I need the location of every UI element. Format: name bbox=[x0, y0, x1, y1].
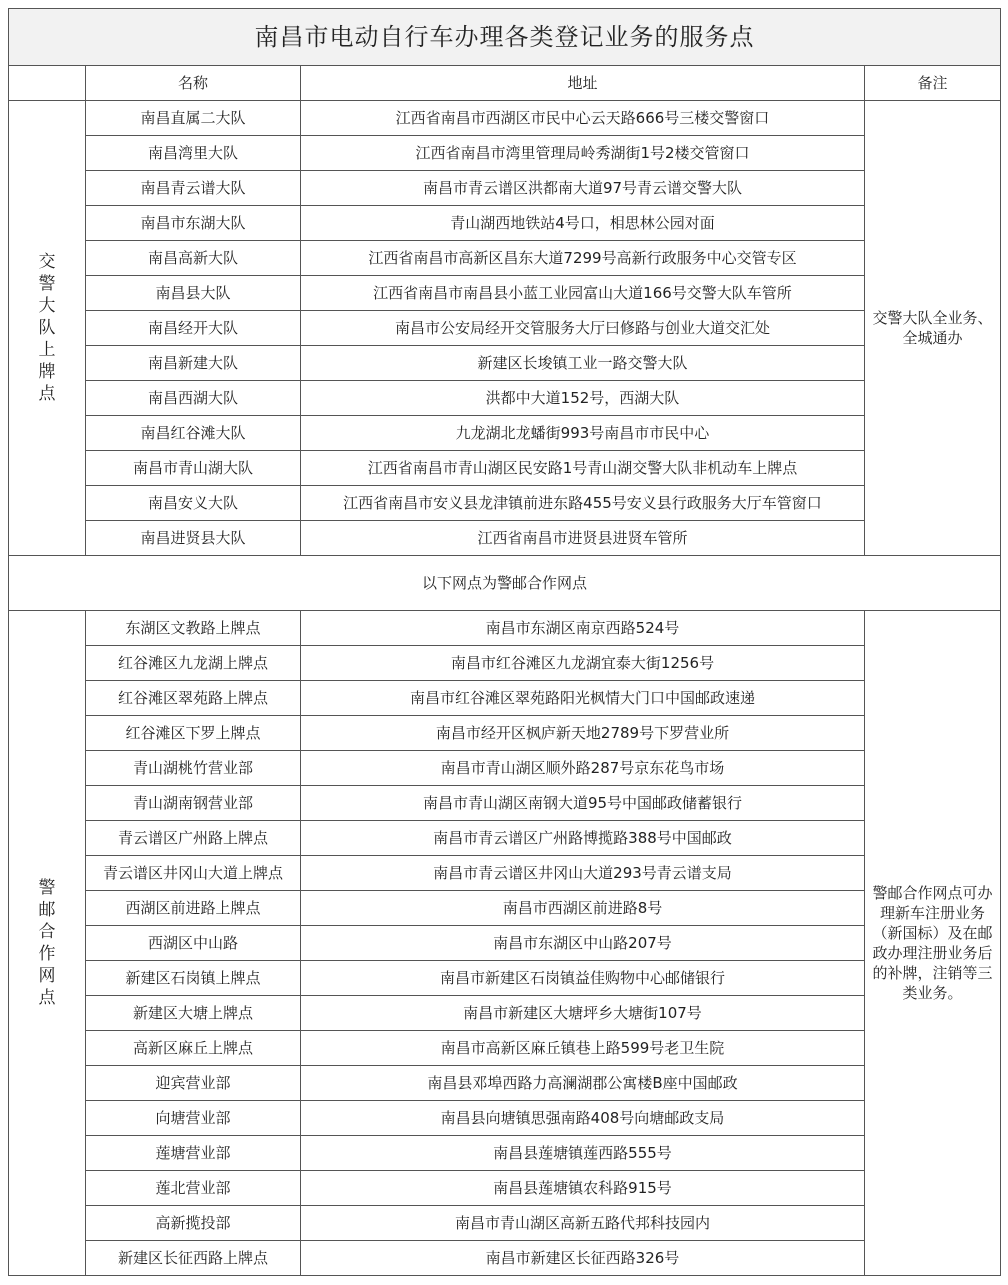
row-name: 南昌直属二大队 bbox=[86, 101, 301, 136]
row-address: 南昌县莲塘镇莲西路555号 bbox=[301, 1136, 865, 1171]
row-address: 南昌市青山湖区南钢大道95号中国邮政储蓄银行 bbox=[301, 786, 865, 821]
row-address: 青山湖西地铁站4号口，相思林公园对面 bbox=[301, 206, 865, 241]
row-address: 江西省南昌市进贤县进贤车管所 bbox=[301, 521, 865, 556]
table-row bbox=[9, 416, 1001, 451]
table-row bbox=[9, 1136, 1001, 1171]
row-address: 江西省南昌市湾里管理局岭秀湖街1号2楼交管窗口 bbox=[301, 136, 865, 171]
row-name: 南昌市东湖大队 bbox=[86, 206, 301, 241]
row-name: 东湖区文教路上牌点 bbox=[86, 611, 301, 646]
table-row bbox=[9, 1241, 1001, 1276]
service-points-table bbox=[8, 8, 1001, 1276]
row-name: 青云谱区广州路上牌点 bbox=[86, 821, 301, 856]
row-address: 南昌市青云谱区广州路博揽路388号中国邮政 bbox=[301, 821, 865, 856]
row-address: 南昌市青山湖区高新五路代邦科技园内 bbox=[301, 1206, 865, 1241]
row-address: 南昌县莲塘镇农科路915号 bbox=[301, 1171, 865, 1206]
group1-label bbox=[9, 101, 86, 556]
header-note: 备注 bbox=[865, 66, 1001, 101]
row-name: 新建区长征西路上牌点 bbox=[86, 1241, 301, 1276]
row-name: 南昌青云谱大队 bbox=[86, 171, 301, 206]
row-address: 南昌市高新区麻丘镇巷上路599号老卫生院 bbox=[301, 1031, 865, 1066]
row-address: 南昌市新建区大塘坪乡大塘街107号 bbox=[301, 996, 865, 1031]
group2-note: 警邮合作网点可办理新车注册业务（新国标）及在邮政办理注册业务后的补牌，注销等三类业务。 bbox=[865, 611, 1001, 1276]
row-address: 南昌市经开区枫庐新天地2789号下罗营业所 bbox=[301, 716, 865, 751]
row-address: 南昌市青山湖区顺外路287号京东花鸟市场 bbox=[301, 751, 865, 786]
row-address: 江西省南昌市青山湖区民安路1号青山湖交警大队非机动车上牌点 bbox=[301, 451, 865, 486]
row-name: 新建区大塘上牌点 bbox=[86, 996, 301, 1031]
row-name: 西湖区前进路上牌点 bbox=[86, 891, 301, 926]
table-row bbox=[9, 206, 1001, 241]
table-row bbox=[9, 521, 1001, 556]
row-address: 南昌市东湖区南京西路524号 bbox=[301, 611, 865, 646]
row-address: 南昌市红谷滩区九龙湖宜泰大街1256号 bbox=[301, 646, 865, 681]
table-row bbox=[9, 856, 1001, 891]
table-row bbox=[9, 101, 1001, 136]
row-name: 南昌安义大队 bbox=[86, 486, 301, 521]
row-address: 江西省南昌市西湖区市民中心云天路666号三楼交警窗口 bbox=[301, 101, 865, 136]
table-row bbox=[9, 821, 1001, 856]
row-address: 南昌市西湖区前进路8号 bbox=[301, 891, 865, 926]
table-row bbox=[9, 681, 1001, 716]
row-name: 新建区石岗镇上牌点 bbox=[86, 961, 301, 996]
row-name: 高新区麻丘上牌点 bbox=[86, 1031, 301, 1066]
table-row bbox=[9, 611, 1001, 646]
row-address: 南昌市东湖区中山路207号 bbox=[301, 926, 865, 961]
table-row bbox=[9, 486, 1001, 521]
group1-note: 交警大队全业务、全城通办 bbox=[865, 101, 1001, 556]
group2-label bbox=[9, 611, 86, 1276]
separator-row bbox=[9, 556, 1001, 611]
row-name: 南昌西湖大队 bbox=[86, 381, 301, 416]
row-address: 新建区长埈镇工业一路交警大队 bbox=[301, 346, 865, 381]
row-name: 西湖区中山路 bbox=[86, 926, 301, 961]
table-row bbox=[9, 136, 1001, 171]
row-address: 南昌市红谷滩区翠苑路阳光枫情大门口中国邮政速递 bbox=[301, 681, 865, 716]
table-row bbox=[9, 276, 1001, 311]
table-row bbox=[9, 926, 1001, 961]
row-address: 九龙湖北龙蟠街993号南昌市市民中心 bbox=[301, 416, 865, 451]
row-name: 红谷滩区翠苑路上牌点 bbox=[86, 681, 301, 716]
page-title: 南昌市电动自行车办理各类登记业务的服务点 bbox=[9, 9, 1001, 66]
table-row bbox=[9, 381, 1001, 416]
row-name: 南昌市青山湖大队 bbox=[86, 451, 301, 486]
table-row bbox=[9, 1066, 1001, 1101]
table-row bbox=[9, 451, 1001, 486]
header-address: 地址 bbox=[301, 66, 865, 101]
row-name: 高新揽投部 bbox=[86, 1206, 301, 1241]
separator-text: 以下网点为警邮合作网点 bbox=[9, 556, 1001, 611]
table-row bbox=[9, 171, 1001, 206]
row-address: 南昌市新建区石岗镇益佳购物中心邮储银行 bbox=[301, 961, 865, 996]
table-row bbox=[9, 241, 1001, 276]
row-name: 红谷滩区下罗上牌点 bbox=[86, 716, 301, 751]
row-name: 南昌县大队 bbox=[86, 276, 301, 311]
row-address: 洪都中大道152号，西湖大队 bbox=[301, 381, 865, 416]
group1-label-text: 交警大队上牌点 bbox=[38, 252, 56, 404]
row-name: 南昌高新大队 bbox=[86, 241, 301, 276]
table-row bbox=[9, 996, 1001, 1031]
row-name: 南昌红谷滩大队 bbox=[86, 416, 301, 451]
row-name: 莲北营业部 bbox=[86, 1171, 301, 1206]
table-row bbox=[9, 346, 1001, 381]
header-name: 名称 bbox=[86, 66, 301, 101]
table-row bbox=[9, 1171, 1001, 1206]
table-row bbox=[9, 646, 1001, 681]
row-name: 南昌新建大队 bbox=[86, 346, 301, 381]
row-name: 南昌湾里大队 bbox=[86, 136, 301, 171]
row-address: 江西省南昌市高新区昌东大道7299号高新行政服务中心交管专区 bbox=[301, 241, 865, 276]
row-address: 南昌市公安局经开交管服务大厅曰修路与创业大道交汇处 bbox=[301, 311, 865, 346]
row-name: 青山湖桃竹营业部 bbox=[86, 751, 301, 786]
table-row bbox=[9, 1206, 1001, 1241]
table-row bbox=[9, 1101, 1001, 1136]
table-row bbox=[9, 751, 1001, 786]
row-address: 南昌市新建区长征西路326号 bbox=[301, 1241, 865, 1276]
row-name: 青山湖南钢营业部 bbox=[86, 786, 301, 821]
row-address: 南昌市青云谱区洪都南大道97号青云谱交警大队 bbox=[301, 171, 865, 206]
row-address: 江西省南昌市安义县龙津镇前进东路455号安义县行政服务大厅车管窗口 bbox=[301, 486, 865, 521]
header-blank bbox=[9, 66, 86, 101]
row-name: 南昌进贤县大队 bbox=[86, 521, 301, 556]
table-row bbox=[9, 891, 1001, 926]
row-name: 红谷滩区九龙湖上牌点 bbox=[86, 646, 301, 681]
table-row bbox=[9, 961, 1001, 996]
row-address: 江西省南昌市南昌县小蓝工业园富山大道166号交警大队车管所 bbox=[301, 276, 865, 311]
row-address: 南昌县邓埠西路力高澜湖郡公寓楼B座中国邮政 bbox=[301, 1066, 865, 1101]
row-name: 南昌经开大队 bbox=[86, 311, 301, 346]
row-name: 向塘营业部 bbox=[86, 1101, 301, 1136]
row-name: 青云谱区井冈山大道上牌点 bbox=[86, 856, 301, 891]
row-name: 迎宾营业部 bbox=[86, 1066, 301, 1101]
row-name: 莲塘营业部 bbox=[86, 1136, 301, 1171]
table-row bbox=[9, 786, 1001, 821]
row-address: 南昌县向塘镇思强南路408号向塘邮政支局 bbox=[301, 1101, 865, 1136]
table-row bbox=[9, 311, 1001, 346]
row-address: 南昌市青云谱区井冈山大道293号青云谱支局 bbox=[301, 856, 865, 891]
group2-label-text: 警邮合作网点 bbox=[38, 878, 56, 1008]
table-row bbox=[9, 1031, 1001, 1066]
table-row bbox=[9, 716, 1001, 751]
